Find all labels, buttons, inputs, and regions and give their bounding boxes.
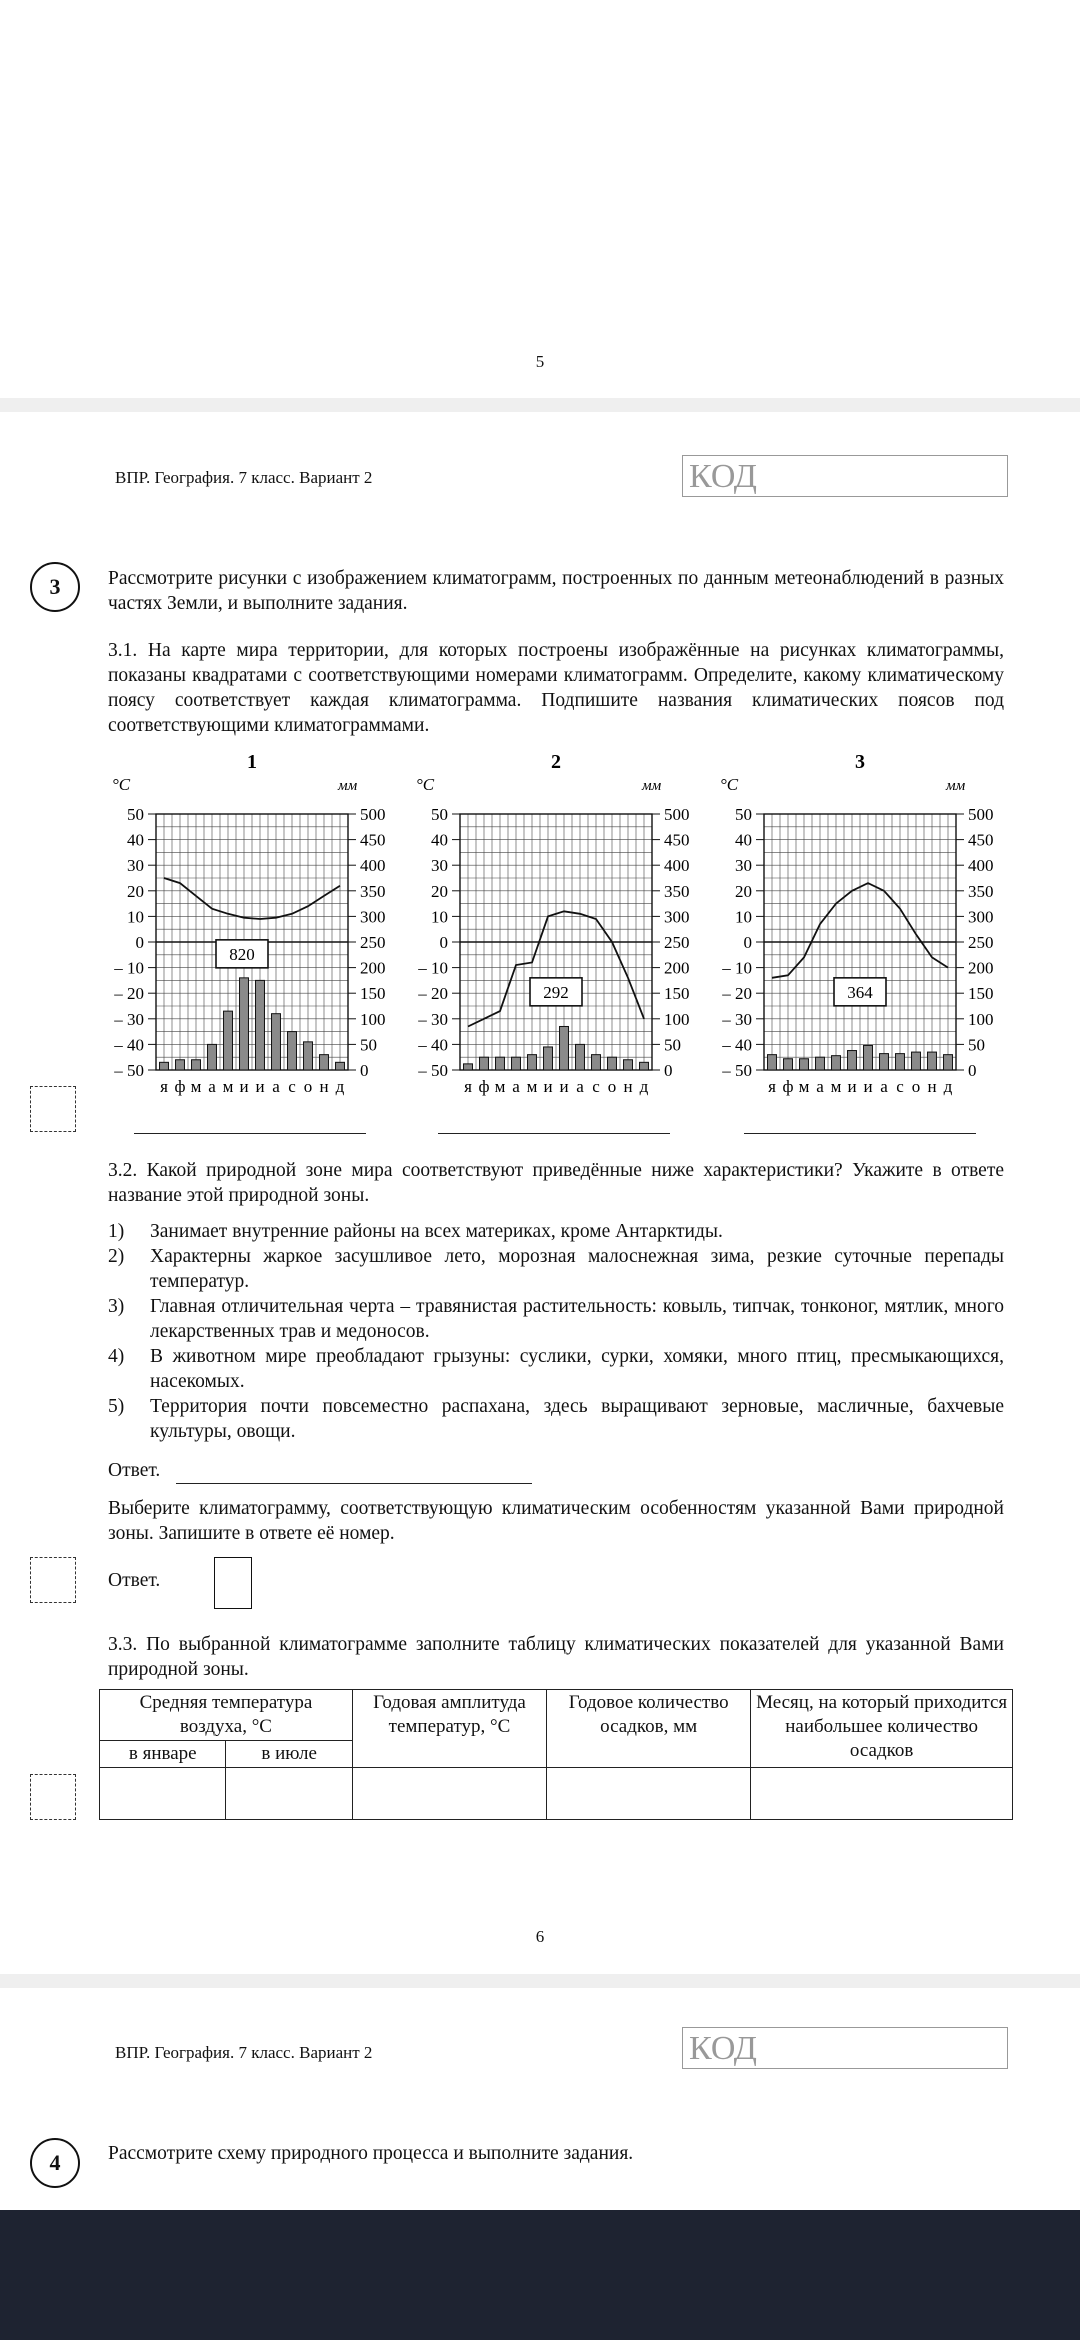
precip-bar bbox=[240, 978, 249, 1070]
month-label: ф bbox=[174, 1077, 186, 1096]
month-label: с bbox=[288, 1077, 296, 1096]
answer-line-climate-belt-1[interactable] bbox=[134, 1133, 366, 1134]
temp-tick-label: – 10 bbox=[418, 958, 448, 978]
app-bottom-bar bbox=[0, 2210, 1080, 2340]
cell-january[interactable] bbox=[100, 1768, 226, 1820]
header-january: в январе bbox=[100, 1741, 226, 1768]
temp-tick-label: 10 bbox=[735, 907, 752, 927]
precip-bar bbox=[768, 1055, 777, 1070]
temp-tick-label: – 30 bbox=[418, 1009, 448, 1029]
precip-tick-label: 100 bbox=[664, 1009, 690, 1029]
answer-label-zone: Ответ. bbox=[108, 1460, 161, 1481]
temp-tick-label: – 30 bbox=[722, 1009, 752, 1029]
precip-bar bbox=[480, 1057, 489, 1070]
precip-bar bbox=[496, 1057, 505, 1070]
precip-bar bbox=[912, 1052, 921, 1070]
month-label: м bbox=[830, 1077, 842, 1096]
precip-tick-label: 300 bbox=[664, 907, 690, 927]
month-label: ф bbox=[478, 1077, 490, 1096]
temp-tick-label: 50 bbox=[127, 805, 144, 824]
precip-bar bbox=[624, 1060, 633, 1070]
temp-tick-label: 40 bbox=[735, 830, 752, 850]
precip-bar bbox=[512, 1057, 521, 1070]
precip-bar bbox=[336, 1062, 345, 1070]
precip-bar bbox=[944, 1055, 953, 1070]
month-label: о bbox=[607, 1077, 617, 1096]
temp-tick-label: 10 bbox=[431, 907, 448, 927]
temp-tick-label: 30 bbox=[431, 856, 448, 876]
chart-title: 3 bbox=[855, 751, 865, 773]
precip-bar bbox=[288, 1032, 297, 1070]
month-label: д bbox=[943, 1077, 953, 1096]
annual-total-label: 292 bbox=[543, 982, 569, 1002]
precip-tick-label: 200 bbox=[968, 958, 994, 978]
precip-bar bbox=[256, 980, 265, 1070]
precip-tick-label: 150 bbox=[968, 984, 994, 1004]
precip-bar bbox=[592, 1055, 601, 1070]
precip-tick-label: 400 bbox=[360, 856, 386, 876]
month-label: м bbox=[798, 1077, 810, 1096]
temp-tick-label: 20 bbox=[735, 881, 752, 901]
precip-tick-label: 300 bbox=[968, 907, 994, 927]
temp-tick-label: – 10 bbox=[114, 958, 144, 978]
climate-table bbox=[99, 1689, 1013, 1820]
cell-precipitation[interactable] bbox=[547, 1768, 751, 1820]
answer-line-zone[interactable] bbox=[176, 1483, 532, 1484]
cell-max-month[interactable] bbox=[751, 1768, 1013, 1820]
list-item: 3) Главная отличительная черта – травянистая растительность: ковыль, типчак, тонконог, мятлик, много лекарственных трав и медоносов. bbox=[108, 1296, 1004, 1342]
precip-bar bbox=[272, 1014, 281, 1070]
month-label: м bbox=[494, 1077, 506, 1096]
month-label: и bbox=[239, 1077, 249, 1096]
header-precipitation: Годовое количество осадков, мм bbox=[547, 1690, 751, 1768]
month-label: а bbox=[816, 1077, 824, 1096]
precip-tick-label: 350 bbox=[664, 881, 690, 901]
temp-tick-label: – 10 bbox=[722, 958, 752, 978]
climatogram-1 bbox=[108, 748, 418, 1098]
precip-bar bbox=[816, 1057, 825, 1070]
header-avg-temp: Средняя температура воздуха, °C bbox=[100, 1690, 353, 1741]
precip-tick-label: 50 bbox=[360, 1035, 377, 1055]
precip-bar bbox=[224, 1011, 233, 1070]
header-max-month: Месяц, на который приходится наибольшее количество осадков bbox=[751, 1690, 1013, 1768]
climatogram-3 bbox=[716, 748, 1026, 1098]
answer-box-number[interactable] bbox=[214, 1557, 252, 1609]
precip-tick-label: 350 bbox=[968, 881, 994, 901]
month-label: д bbox=[639, 1077, 649, 1096]
precip-tick-label: 0 bbox=[664, 1061, 673, 1080]
precip-tick-label: 450 bbox=[664, 830, 690, 850]
precip-tick-label: 50 bbox=[664, 1035, 681, 1055]
chart-title: 2 bbox=[551, 751, 561, 773]
precip-tick-label: 50 bbox=[968, 1035, 985, 1055]
precip-bar bbox=[928, 1052, 937, 1070]
precip-tick-label: 450 bbox=[360, 830, 386, 850]
page-5 bbox=[0, 0, 1080, 398]
characteristics-list bbox=[108, 1219, 1004, 1444]
precip-bar bbox=[464, 1064, 473, 1070]
precip-tick-label: 250 bbox=[664, 933, 690, 952]
temp-unit-label: °C bbox=[416, 775, 435, 794]
temp-tick-label: 10 bbox=[127, 907, 144, 927]
month-label: д bbox=[335, 1077, 345, 1096]
precip-bar bbox=[208, 1044, 217, 1070]
temp-tick-label: – 20 bbox=[722, 984, 752, 1004]
month-label: я bbox=[768, 1077, 776, 1096]
temp-tick-label: – 40 bbox=[418, 1035, 448, 1055]
precip-tick-label: 250 bbox=[360, 933, 386, 952]
month-label: а bbox=[272, 1077, 280, 1096]
page-gap bbox=[0, 398, 1080, 412]
page-header: ВПР. География. 7 класс. Вариант 2 bbox=[115, 468, 373, 487]
month-label: н bbox=[319, 1077, 329, 1096]
header-july: в июле bbox=[226, 1741, 352, 1768]
annual-total-label: 820 bbox=[229, 944, 255, 964]
precip-bar bbox=[608, 1057, 617, 1070]
score-box-3-1 bbox=[30, 1086, 76, 1132]
temp-tick-label: 30 bbox=[127, 856, 144, 876]
precip-tick-label: 100 bbox=[360, 1009, 386, 1029]
temp-tick-label: – 40 bbox=[114, 1035, 144, 1055]
month-label: а bbox=[880, 1077, 888, 1096]
temp-tick-label: – 40 bbox=[722, 1035, 752, 1055]
list-item: 2) Характерны жаркое засушливое лето, морозная малоснежная зима, резкие суточные перепады температур. bbox=[108, 1246, 1004, 1292]
month-label: с bbox=[896, 1077, 904, 1096]
task-3-3-text: 3.3. По выбранной климатограмме заполните таблицу климатических показателей для указанной Вами природной зоны. bbox=[108, 1634, 1004, 1680]
temp-tick-label: 40 bbox=[431, 830, 448, 850]
precip-tick-label: 500 bbox=[664, 805, 690, 824]
temp-tick-label: 50 bbox=[735, 805, 752, 824]
temp-tick-label: – 50 bbox=[418, 1061, 448, 1080]
temp-tick-label: 0 bbox=[439, 933, 448, 952]
precip-tick-label: 400 bbox=[968, 856, 994, 876]
month-label: и bbox=[559, 1077, 569, 1096]
task-3-2-text: 3.2. Какой природной зоне мира соответствуют приведённые ниже характеристики? Укажите в ответе название этой природной зоны. bbox=[108, 1160, 1004, 1206]
month-label: и bbox=[863, 1077, 873, 1096]
precip-bar bbox=[800, 1059, 809, 1070]
month-label: о bbox=[303, 1077, 313, 1096]
score-box-3-2 bbox=[30, 1557, 76, 1603]
precip-bar bbox=[544, 1047, 553, 1070]
precip-tick-label: 0 bbox=[968, 1061, 977, 1080]
temp-tick-label: 20 bbox=[127, 881, 144, 901]
precip-tick-label: 500 bbox=[968, 805, 994, 824]
header-amplitude: Годовая амплитуда температур, °C bbox=[352, 1690, 546, 1768]
cell-amplitude[interactable] bbox=[352, 1768, 546, 1820]
precip-bar bbox=[192, 1060, 201, 1070]
precip-unit-label: мм bbox=[338, 778, 358, 794]
precip-tick-label: 150 bbox=[664, 984, 690, 1004]
precip-tick-label: 200 bbox=[664, 958, 690, 978]
precip-tick-label: 100 bbox=[968, 1009, 994, 1029]
kod-field[interactable]: КОД bbox=[682, 2027, 1008, 2069]
precip-bar bbox=[864, 1045, 873, 1070]
page-number-6: 6 bbox=[535, 1927, 545, 1946]
month-label: я bbox=[160, 1077, 168, 1096]
precip-bar bbox=[320, 1055, 329, 1070]
precip-tick-label: 450 bbox=[968, 830, 994, 850]
precip-bar bbox=[528, 1055, 537, 1070]
month-label: н bbox=[927, 1077, 937, 1096]
precip-tick-label: 0 bbox=[360, 1061, 369, 1080]
task-4-text: Рассмотрите схему природного процесса и выполните задания. bbox=[108, 2143, 634, 2164]
month-label: и bbox=[847, 1077, 857, 1096]
temp-tick-label: 0 bbox=[743, 933, 752, 952]
month-label: о bbox=[911, 1077, 921, 1096]
month-label: м bbox=[222, 1077, 234, 1096]
month-label: ф bbox=[782, 1077, 794, 1096]
temp-tick-label: 50 bbox=[431, 805, 448, 824]
month-label: и bbox=[255, 1077, 265, 1096]
kod-field[interactable]: КОД bbox=[682, 455, 1008, 497]
task-4-number: 4 bbox=[30, 2138, 80, 2188]
precip-bar bbox=[160, 1062, 169, 1070]
annual-total-label: 364 bbox=[847, 982, 873, 1002]
climatogram-2 bbox=[412, 748, 722, 1098]
precip-unit-label: мм bbox=[946, 778, 966, 794]
month-label: м bbox=[526, 1077, 538, 1096]
task-3-number: 3 bbox=[30, 562, 80, 612]
choose-climatogram-text: Выберите климатограмму, соответствующую климатическим особенностям указанной Вами природной зоны. Запишите в ответе её номер. bbox=[108, 1498, 1004, 1544]
page-gap bbox=[0, 1974, 1080, 1988]
precip-bar bbox=[784, 1059, 793, 1070]
precip-tick-label: 500 bbox=[360, 805, 386, 824]
answer-line-climate-belt-3[interactable] bbox=[744, 1133, 976, 1134]
precip-bar bbox=[896, 1054, 905, 1070]
precip-tick-label: 400 bbox=[664, 856, 690, 876]
page-header: ВПР. География. 7 класс. Вариант 2 bbox=[115, 2043, 373, 2062]
month-label: а bbox=[208, 1077, 216, 1096]
precip-tick-label: 300 bbox=[360, 907, 386, 927]
precip-tick-label: 350 bbox=[360, 881, 386, 901]
page-number-5: 5 bbox=[535, 352, 545, 371]
temp-tick-label: – 50 bbox=[722, 1061, 752, 1080]
temp-tick-label: 30 bbox=[735, 856, 752, 876]
temp-tick-label: 40 bbox=[127, 830, 144, 850]
precip-tick-label: 200 bbox=[360, 958, 386, 978]
temp-tick-label: – 20 bbox=[114, 984, 144, 1004]
precip-bar bbox=[176, 1060, 185, 1070]
temp-tick-label: – 50 bbox=[114, 1061, 144, 1080]
list-item: 4) В животном мире преобладают грызуны: суслики, сурки, хомяки, много птиц, пресмыкающихся, насекомых. bbox=[108, 1346, 1004, 1392]
temp-tick-label: – 20 bbox=[418, 984, 448, 1004]
temp-unit-label: °C bbox=[720, 775, 739, 794]
precip-tick-label: 250 bbox=[968, 933, 994, 952]
precip-bar bbox=[576, 1044, 585, 1070]
precip-tick-label: 150 bbox=[360, 984, 386, 1004]
list-item: 5) Территория почти повсеместно распахана, здесь выращивают зерновые, масличные, бахчевые культуры, овощи. bbox=[108, 1396, 1004, 1442]
answer-label-number: Ответ. bbox=[108, 1570, 161, 1591]
answer-line-climate-belt-2[interactable] bbox=[438, 1133, 670, 1134]
temp-unit-label: °C bbox=[112, 775, 131, 794]
precip-unit-label: мм bbox=[642, 778, 662, 794]
temp-tick-label: 0 bbox=[135, 933, 144, 952]
precip-bar bbox=[848, 1051, 857, 1070]
precip-bar bbox=[304, 1042, 313, 1070]
month-label: я bbox=[464, 1077, 472, 1096]
month-label: а bbox=[576, 1077, 584, 1096]
precip-bar bbox=[880, 1054, 889, 1070]
task-3-1-text: 3.1. На карте мира территории, для которых построены изображённые на рисунках климатограммы, показаны квадратами с соответствующими номерами климатограмм. Определите, какому климатическому поясу соответствует каждая климатограмма. Подпишите названия климатических поясов под соответствующими климатограммами. bbox=[108, 640, 1004, 736]
precip-bar bbox=[560, 1026, 569, 1070]
month-label: а bbox=[512, 1077, 520, 1096]
list-item: 1) Занимает внутренние районы на всех материках, кроме Антарктиды. bbox=[108, 1221, 723, 1242]
chart-title: 1 bbox=[247, 751, 257, 773]
task-3-intro: Рассмотрите рисунки с изображением климатограмм, построенных по данным метеонаблюдений в разных частях Земли, и выполните задания. bbox=[108, 568, 1004, 614]
month-label: н bbox=[623, 1077, 633, 1096]
month-label: и bbox=[543, 1077, 553, 1096]
score-box-3-3 bbox=[30, 1774, 76, 1820]
temp-tick-label: 20 bbox=[431, 881, 448, 901]
month-label: м bbox=[190, 1077, 202, 1096]
precip-bar bbox=[640, 1062, 649, 1070]
temp-tick-label: – 30 bbox=[114, 1009, 144, 1029]
page-7 bbox=[0, 1988, 1080, 2210]
month-label: с bbox=[592, 1077, 600, 1096]
precip-bar bbox=[832, 1056, 841, 1070]
cell-july[interactable] bbox=[226, 1768, 352, 1820]
